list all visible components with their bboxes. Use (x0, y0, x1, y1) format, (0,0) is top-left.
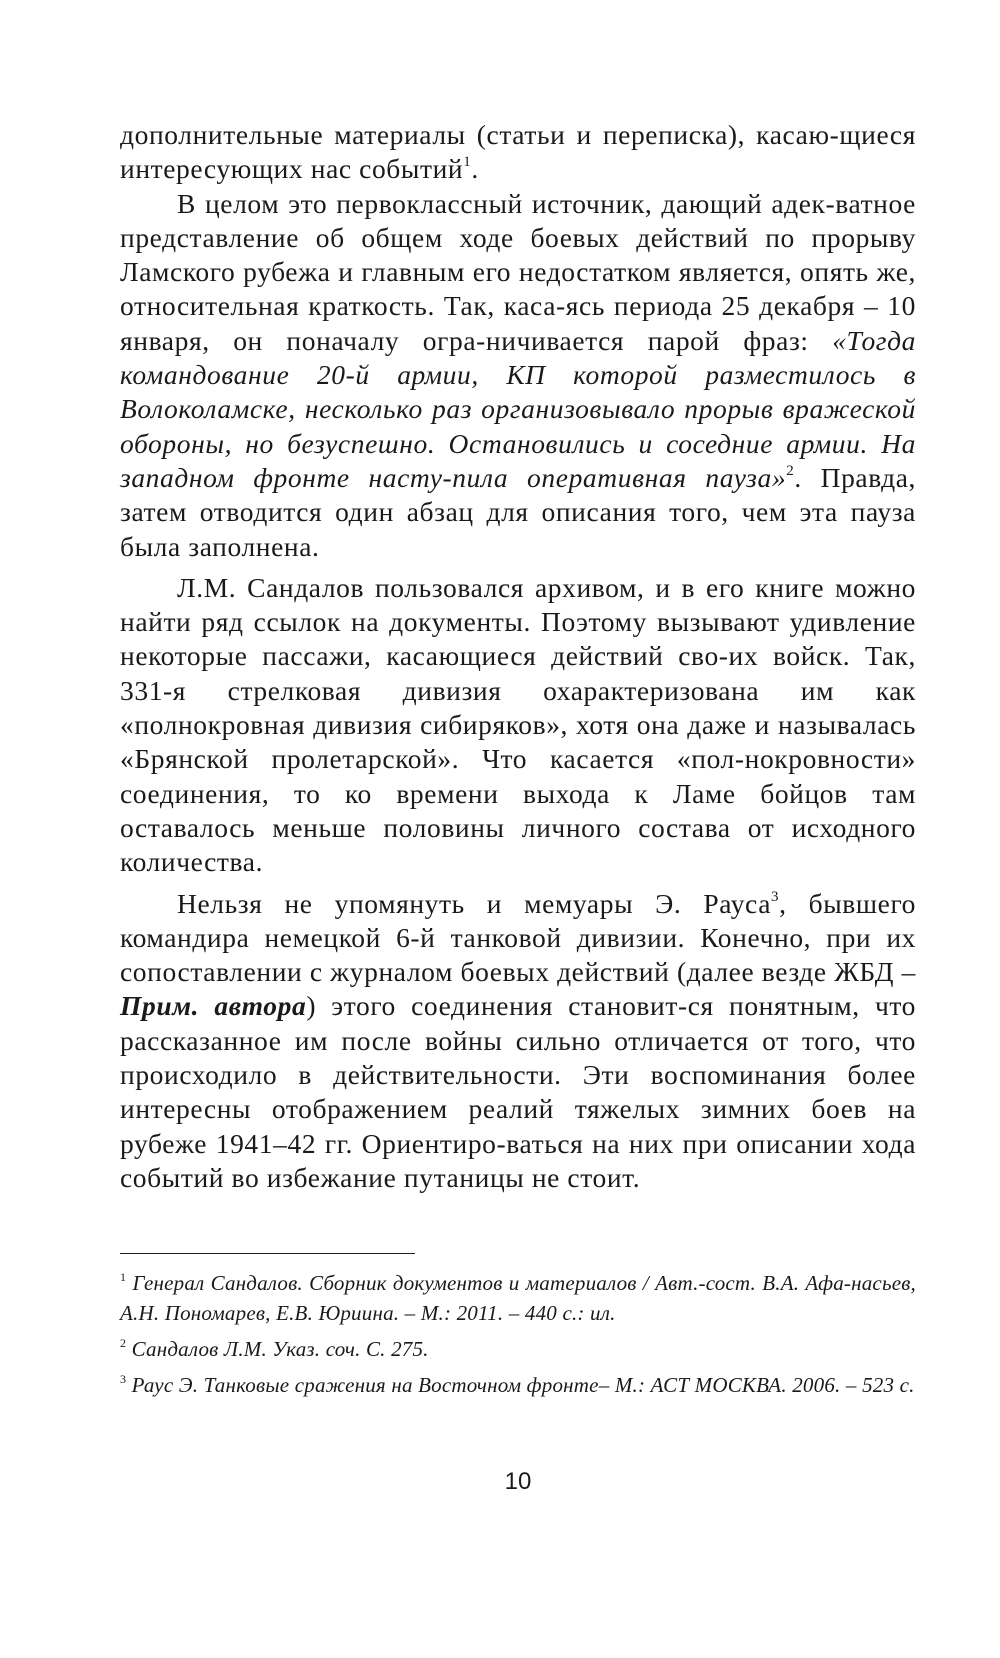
footnotes (120, 1268, 916, 1406)
footnote-1-text: Генерал Сандалов. Сборник документов и материалов / Авт.-сост. В.А. Афа-насьев, А.Н. Пономарев, Е.В. Юриина. – М.: 2011. – 440 с.: ил. (120, 1271, 916, 1325)
footnote-ref-2: 2 (786, 462, 795, 479)
paragraph-4-mid: , бывшего командира немецкой 6-й танковой дивизии. Конечно, при их сопоставлении с журналом боевых действий (далее везде ЖБД – (120, 887, 916, 988)
paragraph-2 (120, 187, 916, 564)
footnote-3 (120, 1370, 916, 1400)
paragraph-1-end: . (471, 153, 479, 185)
author-note: Прим. автора (120, 990, 307, 1022)
footnote-2-text: Сандалов Л.М. Указ. соч. С. 275. (131, 1337, 429, 1361)
footnote-ref-3: 3 (771, 888, 780, 905)
paragraph-2-text: В целом это первоклассный источник, дающий адек-ватное представление об общем ходе боевых действий по прорыву Ламского рубежа и главным его недостатком является, опять же, относительная краткость. Так, каса-ясь периода 25 декабря – 10 января, он поначалу огра-ничивается парой фраз: (120, 187, 916, 356)
main-text (120, 118, 916, 1195)
footnote-divider (120, 1253, 415, 1254)
paragraph-4 (120, 887, 916, 1196)
footnote-3-text: Раус Э. Танковые сражения на Восточном фронте– М.: АСТ МОСКВА. 2006. – 523 с. (131, 1373, 915, 1397)
paragraph-3-text: Л.М. Сандалов пользовался архивом, и в его книге можно найти ряд ссылок на документы. Поэтому вызывают удивление некоторые пассажи, касающиеся действий сво-их войск. Так, 331-я стрелковая дивизия охарактеризована им как «полнокровная дивизия сибиряков», хотя она даже и называлась «Брянской пролетарской». Что касается «пол-нокровности» соединения, то ко времени выхода к Ламе бойцов там оставалось меньше половины личного состава от исходного количества. (120, 571, 916, 878)
footnote-ref-1: 1 (463, 154, 472, 171)
paragraph-2-end: . Правда, затем отводится один абзац для описания того, чем эта пауза была заполнена. (120, 461, 917, 562)
footnote-1 (120, 1268, 916, 1328)
footnote-2-number: 2 (120, 1336, 127, 1350)
footnote-3-number: 3 (120, 1372, 127, 1386)
page-number: 10 (504, 1468, 532, 1495)
quotation: «Тогда командование 20-й армии, КП которой разместилось в Волоколамске, несколько раз организовывало прорыв вражеской обороны, но безуспешно. Остановились и соседние армии. На западном фронте насту-пила оперативная пауза» (120, 324, 916, 493)
paragraph-4-end: ) этого соединения становит-ся понятным, что рассказанное им после войны сильно отличается от того, что происходило в действительности. Эти воспоминания более интересны отображением реалий тяжелых зимних боев на рубеже 1941–42 гг. Ориентиро-ваться на них при описании хода событий во избежание путаницы не стоит. (120, 990, 916, 1193)
paragraph-4-text: Нельзя не упомянуть и мемуары Э. Рауса (177, 887, 772, 919)
paragraph-3 (120, 571, 916, 880)
paragraph-1 (120, 118, 916, 187)
footnote-1-number: 1 (120, 1270, 127, 1284)
paragraph-1-text: дополнительные материалы (статьи и переписка), касаю-щиеся интересующих нас событий (120, 119, 916, 185)
footnote-2 (120, 1334, 916, 1364)
